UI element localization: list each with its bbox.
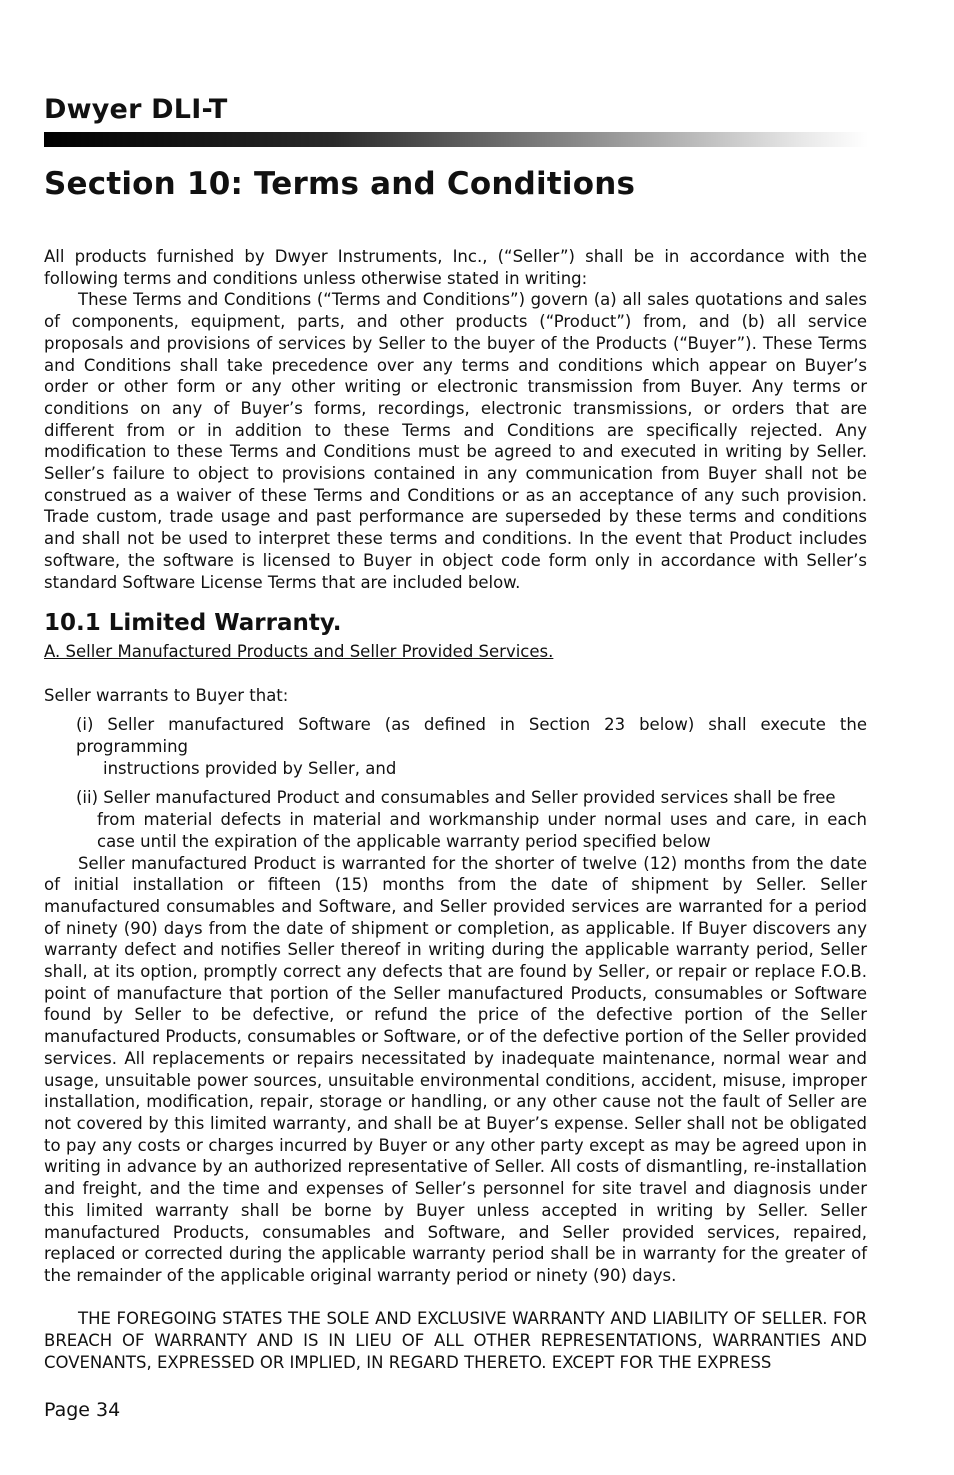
page-number: Page 34 <box>44 1399 121 1421</box>
document-body <box>44 246 867 1373</box>
section-title: Section 10: Terms and Conditions <box>44 166 636 202</box>
warranty-item-i <box>76 714 867 779</box>
warranty-item-ii <box>76 787 867 852</box>
warranty-lead: Seller warrants to Buyer that: <box>44 685 289 705</box>
header-title: Dwyer DLI-T <box>44 94 228 125</box>
warranty-item-ii-first-line: (ii) Seller manufactured Product and consumables and Seller provided services shall be free <box>76 788 836 808</box>
warranty-subtitle: A. Seller Manufactured Products and Seller Provided Services. <box>44 642 554 662</box>
warranty-disclaimer-paragraph: THE FOREGOING STATES THE SOLE AND EXCLUSIVE WARRANTY AND LIABILITY OF SELLER. FOR BREACH OF WARRANTY AND IS IN LIEU OF ALL OTHER REPRESENTATIONS, WARRANTIES AND COVENANTS, EXPRESSED OR IMPLIED, IN REGARD THERETO. EXCEPT FOR THE EXPRESS <box>44 1309 867 1372</box>
warranty-main-paragraph: Seller manufactured Product is warranted for the shorter of twelve (12) months from the date of initial installation or fifteen (15) months from the date of shipment by Seller. Seller manufactured consumables and Software, and Seller provided services are warranted for a period of ninety (90) days from the date of shipment or completion, as applicable. If Buyer discovers any warranty defect and notifies Seller thereof in writing during the applicable warranty period, Seller shall, at its option, promptly correct any defects that are found by Seller, or repair or replace F.O.B. point of manufacture that portion of the Seller manufactured Products, consumables or Software found by Seller to be defective, or refund the price of the defective portion of the Seller manufactured Products, consumables or Software, or of the defective portion of the Seller provided services. All replacements or repairs necessitated by inadequate maintenance, normal wear and usage, unsuitable power sources, unsuitable environmental conditions, accident, misuse, improper installation, modification, repair, storage or handling, or any other cause not the fault of Seller are not covered by this limited warranty, and shall be at Buyer’s expense. Seller shall not be obligated to pay any costs or charges incurred by Buyer or any other party except as may be agreed upon in writing in advance by an authorized representative of Seller. All costs of dismantling, re-installation and freight, and the time and expenses of Seller’s personnel for site travel and diagnosis under this limited warranty shall be borne by Buyer unless accepted in writing by Seller. Seller manufactured Products, consumables and Software, and Seller provided services, repaired, replaced or corrected during the applicable warranty period shall be in warranty for the greater of the remainder of the applicable original warranty period or ninety (90) days. <box>44 853 867 1285</box>
spacer <box>44 1287 867 1309</box>
header-gradient-bar <box>44 132 868 147</box>
warranty-title: 10.1 Limited Warranty. <box>44 610 342 637</box>
warranty-item-ii-continuation: from material defects in material and workmanship under normal uses and care, in each case until the expiration of the applicable warranty period specified below <box>97 810 867 851</box>
intro-paragraph-1: All products furnished by Dwyer Instruments, Inc., (“Seller”) shall be in accordance with the following terms and conditions unless otherwise stated in writing: <box>44 247 867 288</box>
spacer <box>44 663 867 685</box>
warranty-item-i-first-line: (i) Seller manufactured Software (as defined in Section 23 below) shall execute the programming <box>76 715 867 757</box>
intro-paragraph-2: These Terms and Conditions (“Terms and Conditions”) govern (a) all sales quotations and sales of components, equipment, parts, and other products (“Product”) from, and (b) all service proposals and provisions of services by Seller to the buyer of the Products (“Buyer”). These Terms and Conditions shall take precedence over any terms and conditions which appear on Buyer’s order or other form or any other writing or electronic transmission from Buyer. Any terms or conditions on any of Buyer’s forms, recordings, electronic transmissions, or orders that are different from or in addition to these Terms and Conditions are specifically rejected. Any modification to these Terms and Conditions must be agreed to and executed in writing by Seller. Seller’s failure to object to provisions contained in any communication from Buyer shall not be construed as a waiver of these Terms and Conditions or as an acceptance of any such provision. Trade custom, trade usage and past performance are superseded by these terms and conditions and shall not be used to interpret these terms and conditions. In the event that Product includes software, the software is licensed to Buyer in object code form only in accordance with Seller’s standard Software License Terms that are included below. <box>44 290 867 592</box>
warranty-item-i-continuation: instructions provided by Seller, and <box>103 758 397 778</box>
